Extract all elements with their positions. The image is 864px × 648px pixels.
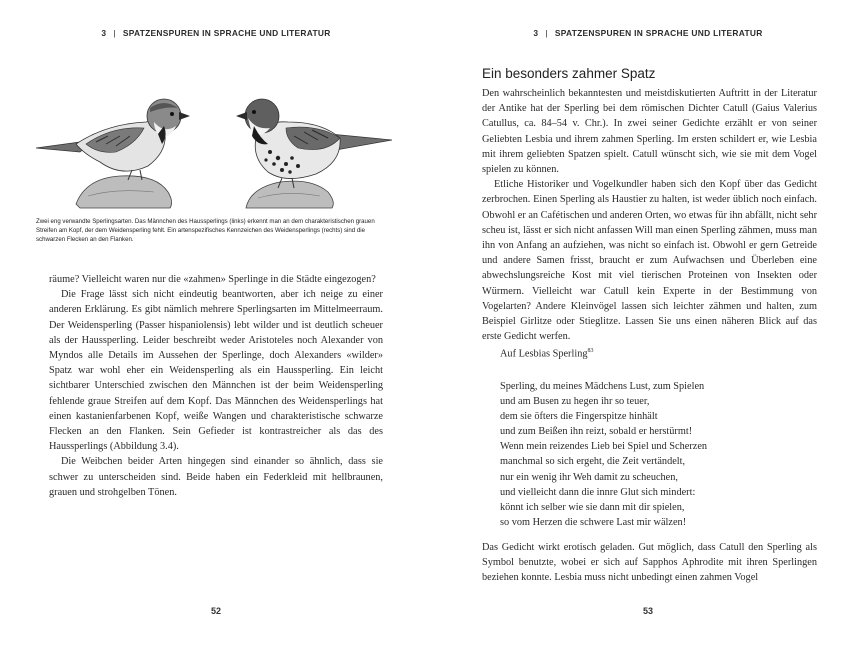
body-text bbox=[49, 272, 383, 500]
running-head bbox=[0, 28, 432, 38]
chapter-title: SPATZENSPUREN IN SPRACHE UND LITERATUR bbox=[122, 28, 331, 38]
poem-line: und vielleicht dann die innre Glut sich mindert: bbox=[500, 486, 696, 498]
poem-title bbox=[500, 348, 594, 359]
spanish-sparrow-drawing bbox=[236, 99, 392, 208]
section-heading: Ein besonders zahmer Spatz bbox=[482, 66, 656, 81]
chapter-number: 3 bbox=[101, 28, 107, 38]
paragraph: Die Weibchen beider Arten hingegen sind einander so ähnlich, dass sie schwer zu unterscheiden sind. Beide haben ein Federkleid mit hellbraunen, grauen und strohgelben Tönen. bbox=[49, 456, 383, 498]
poem-line: dem sie öfters die Fingerspitze hinhält bbox=[500, 411, 658, 423]
body-text bbox=[482, 86, 817, 344]
paragraph: Den wahrscheinlich bekanntesten und meistdiskutierten Auftritt in der Literatur der Antike hat der Sperling bei dem römischen Dichter Catull (Gaius Valerius Catullus, ca. 84–54 v. Chr.). In zwei seiner Gedichte erzählt er von seiner Geliebten Lesbia und ihrem zahmen Sperling. Im ersten schildert er, wie Lesbia mit ihrem geliebten Spatzen spielt. Catull wünscht sich, wie sie mit dem Vogel spielen zu können. bbox=[482, 88, 817, 176]
poem-title-text: Auf Lesbias Sperling bbox=[500, 348, 588, 360]
poem-line: Sperling, du meines Mädchens Lust, zum Spielen bbox=[500, 381, 705, 392]
chapter-number: 3 bbox=[533, 28, 539, 38]
footnote-marker: 83 bbox=[587, 348, 594, 354]
poem-line: und am Busen zu hegen ihr so teuer, bbox=[500, 396, 650, 408]
poem-line: so vom Herzen die schwere Last mir wälzen! bbox=[500, 516, 687, 528]
poem-line: manchmal so sich ergeht, die Zeit vertändelt, bbox=[500, 456, 686, 468]
running-head-separator: | bbox=[545, 28, 548, 38]
paragraph: Die Frage lässt sich nicht eindeutig beantworten, aber ich neige zu einer anderen Erklärung. Es gibt nämlich mehrere Sperlingsarten im Mittelmeerraum. Der Weidensperling (Passer hispaniolensis) lebt wilder und ist deutlich scheuer als der Haussperling. Leider beschreibt weder Aristoteles noch Alexander von Myndos alle Details im Aussehen der Sperlinge, doch Alexanders «wilder» Spatz war wohl eher ein Weidensperling als ein Haussperling. Ein leicht sichtbarer Unterschied zwischen den Männchen ist der beim Weidensperling fehlende graue Streifen auf dem Kopf. Das Männchen des Weidensperlings hat einen kastanienfarbenen Kopf, weiße Wangen und charakteristische schwarze Flecken an den Flanken. Sein Gefieder ist kontrastreicher als das des Haussperlings (Abbildung 3.4). bbox=[49, 289, 383, 453]
page-number: 53 bbox=[642, 606, 653, 616]
poem-line: und zum Beißen ihn reizt, sobald er herstürmt! bbox=[500, 426, 693, 438]
poem-line: könnt ich selber wie sie dann mit dir spielen, bbox=[500, 501, 685, 513]
paragraph: räume? Vielleicht waren nur die «zahmen» Sperlinge in die Städte eingezogen? bbox=[49, 274, 376, 285]
running-head-separator: | bbox=[113, 28, 116, 38]
sparrow-illustration bbox=[36, 92, 396, 212]
paragraph: Das Gedicht wirkt erotisch geladen. Gut möglich, dass Catull den Sperling als Symbol benutzte, wobei er sich auf Sapphos Aphrodite mit ihren Sperlingen beziehen konnte. Lesbia muss nicht unbedingt einen zahmen Vogel bbox=[482, 542, 817, 584]
poem-line: Wenn mein reizendes Lieb bei Spiel und Scherzen bbox=[500, 441, 708, 453]
page-number: 52 bbox=[210, 606, 221, 616]
right-page bbox=[432, 0, 864, 648]
running-head bbox=[432, 28, 864, 38]
poem bbox=[500, 379, 707, 530]
house-sparrow-drawing bbox=[36, 99, 190, 208]
body-text bbox=[482, 540, 817, 586]
paragraph: Etliche Historiker und Vogelkundler haben sich den Kopf über das Gedicht zerbrochen. Einen Sperling als Haustier zu halten, ist weder üblich noch einfach. Obwohl er an Cafétischen und anderen Orten, wo etwas für ihn abfällt, nicht sehr scheu ist, lässt er sich nicht anfassen Will man einen Sperling zähmen, muss man ihn von Anfang an aufziehen, was nicht so einfach ist. Obwohl er gern Getreide und andere Samen frisst, braucht er zum Aufwachsen und Überleben eine abwechslungsreiche Kost mit viel tierischen Proteinen von Insekten oder Würmern. Vielleicht war Catull kein Experte in der Bestimmung von Vogelarten? Andere Kleinvögel lassen sich leichter zähmen und halten, zum Beispiel Girlitze oder Stieglitze. Lassen Sie uns einen näheren Blick auf das erste Gedicht werfen. bbox=[482, 179, 817, 343]
figure-caption: Zwei eng verwandte Sperlingsarten. Das Männchen des Haussperlings (links) erkennt man an dem charakteristischen grauen Streifen am Kopf, der dem Weidensperling fehlt. Ein artenspezifisches Kennzeichen des Weidensperlings (rechts) sind die schwarzen Flecken an den Flanken. bbox=[36, 218, 375, 243]
chapter-title: SPATZENSPUREN IN SPRACHE UND LITERATUR bbox=[554, 28, 763, 38]
poem-line: nur ein wenig ihr Weh damit zu scheuchen, bbox=[500, 471, 678, 483]
